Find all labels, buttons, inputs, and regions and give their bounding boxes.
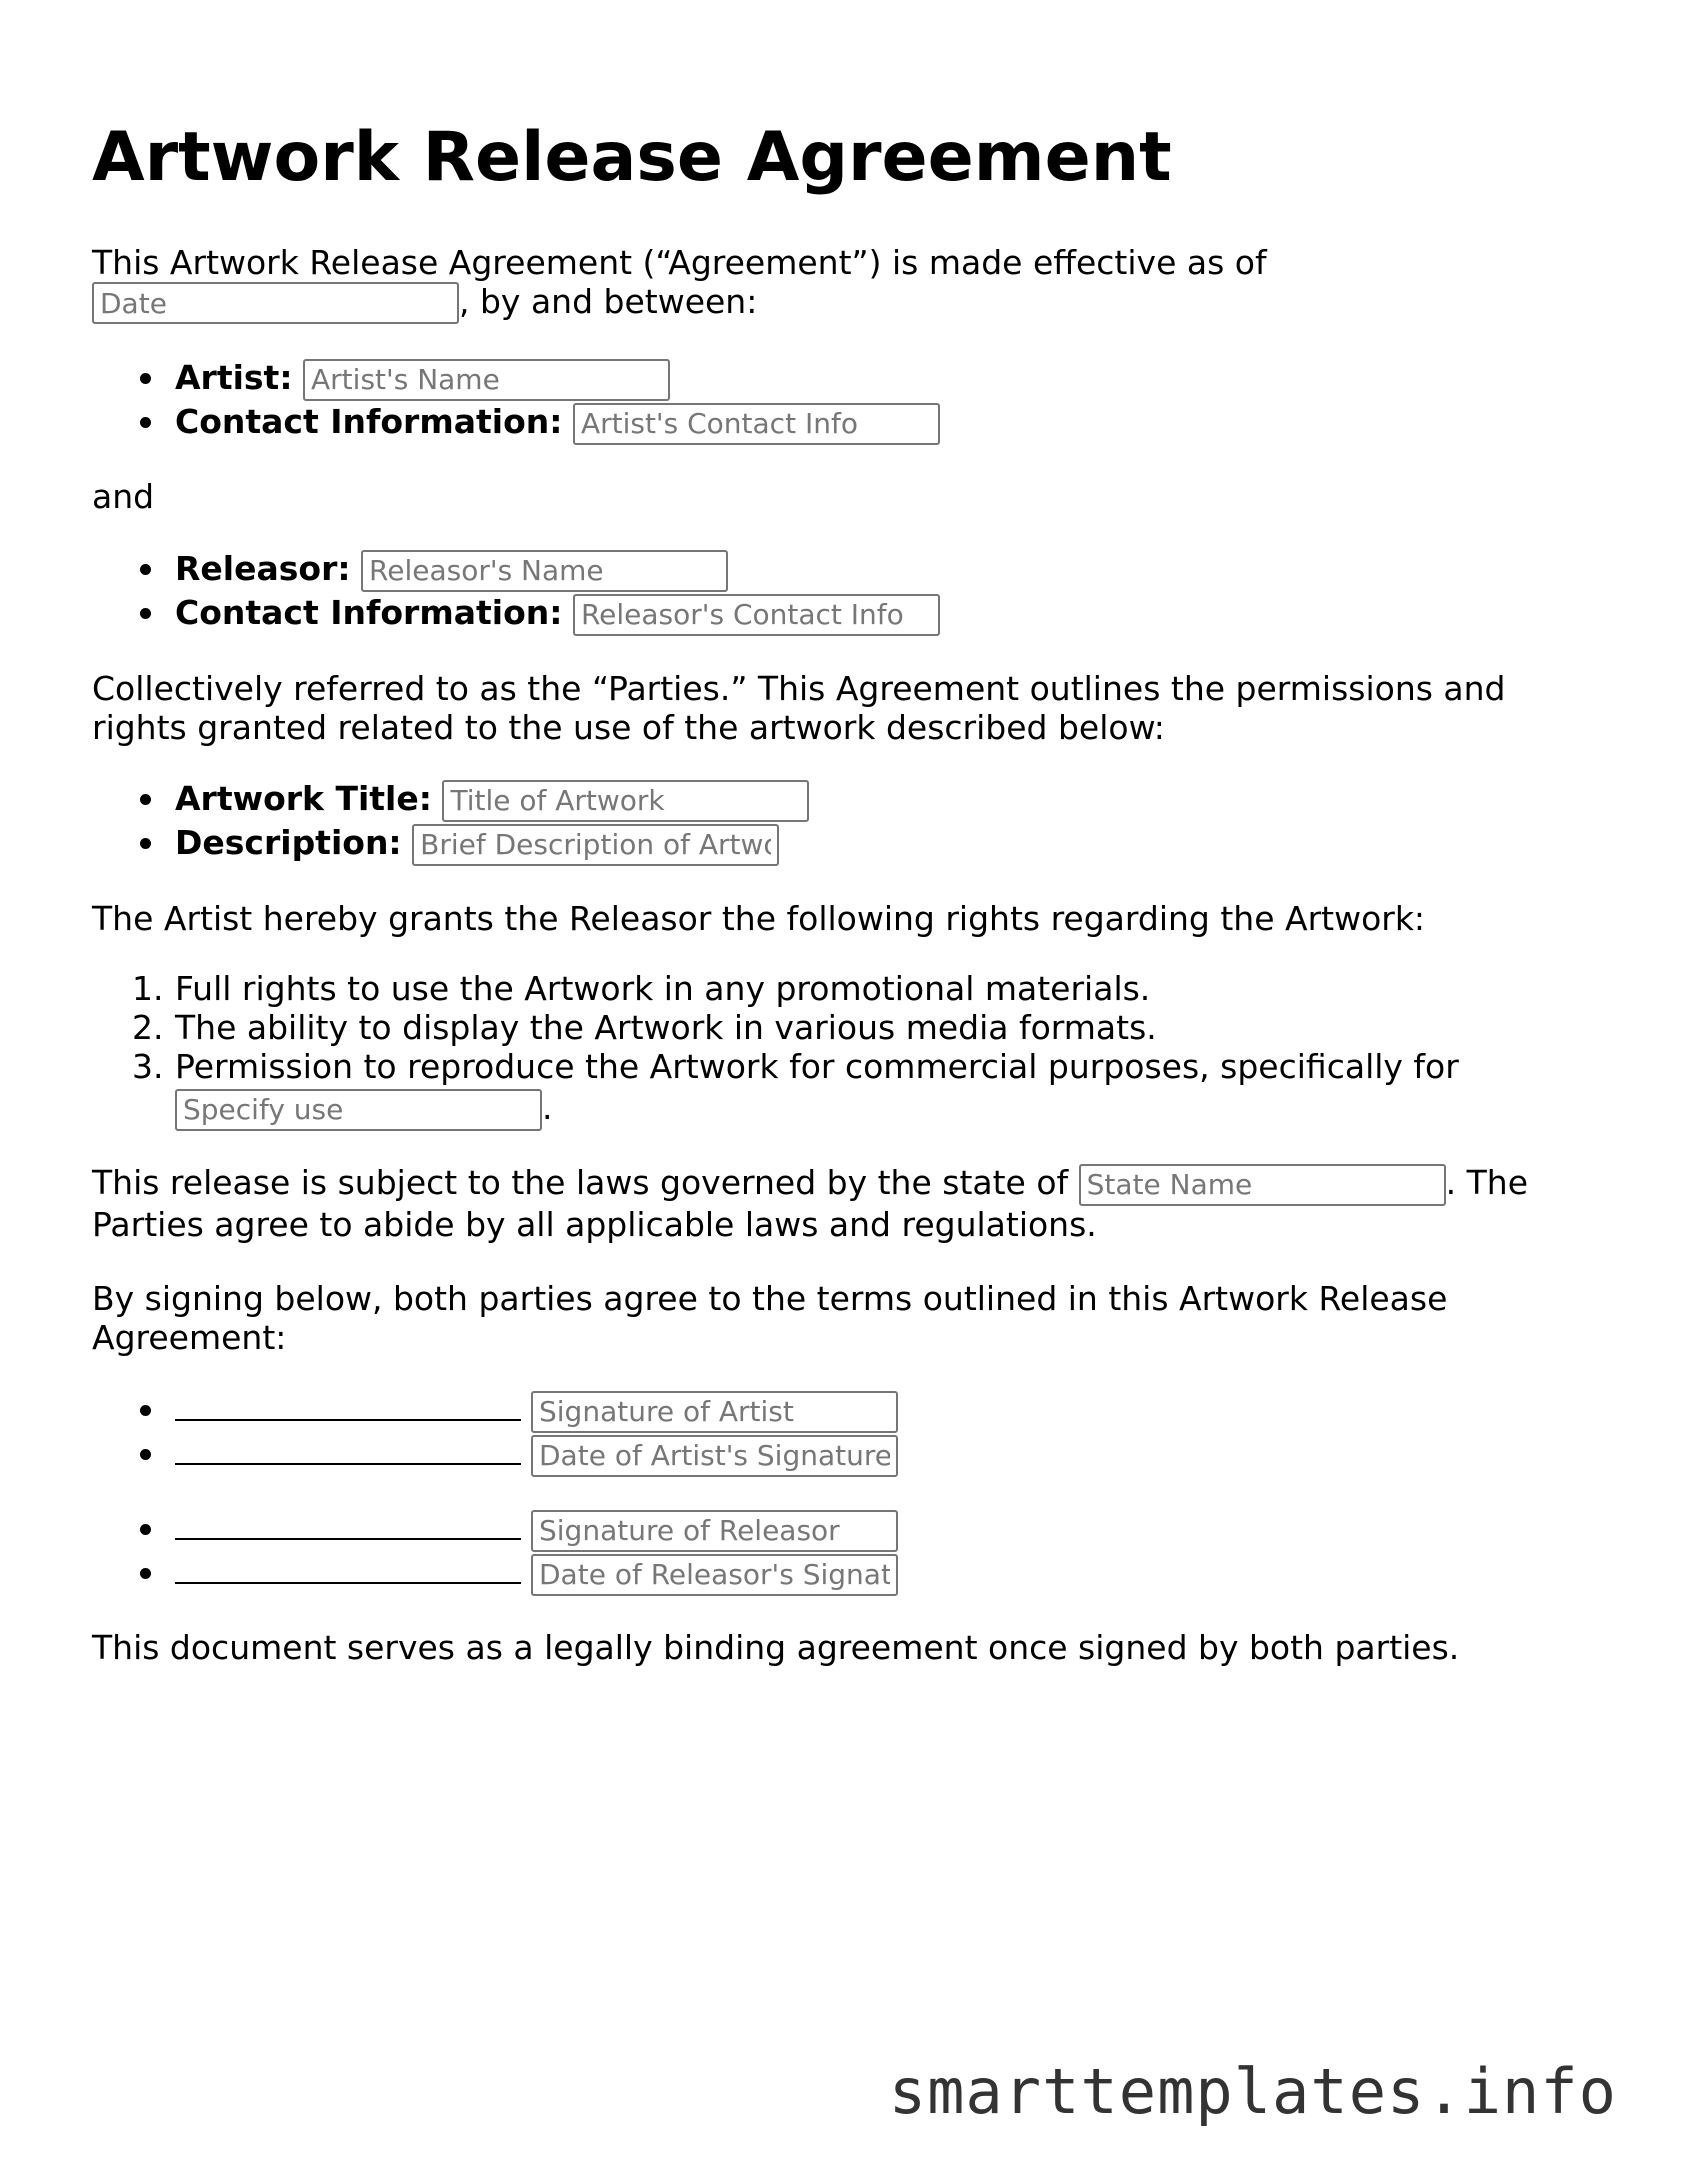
releasor-label: Releasor: [175,549,351,588]
releasor-list [92,547,940,635]
specify-use-suffix: . [542,1088,553,1127]
releasor-signature-list [92,1507,898,1595]
bullet [140,1524,151,1535]
list-number: 2. [132,1008,164,1047]
artwork-list [92,777,809,865]
list-item [92,1388,898,1432]
artwork-description-input[interactable] [412,824,779,866]
law-text-suffix: . The [1445,1163,1529,1202]
signature-line [175,1433,521,1465]
closing-paragraph: This document serves as a legally binding agreement once signed by both parties. [92,1628,1460,1667]
bullet [140,838,151,849]
and-text: and [92,477,155,516]
right-text: Full rights to use the Artwork in any promotional materials. [175,969,1151,1008]
list-item [92,547,940,591]
signature-line [175,1508,521,1540]
intro-text: This Artwork Release Agreement (“Agreement”) is made effective as of [92,243,1267,282]
artist-contact-input[interactable] [573,403,940,445]
list-item [92,821,809,865]
law-text-line2: Parties agree to abide by all applicable laws and regulations. [92,1205,1097,1244]
artist-signature-date-input[interactable] [531,1435,898,1477]
list-item [92,1008,1459,1047]
intro-suffix: , by and between: [459,282,758,321]
releasor-contact-input[interactable] [573,594,940,636]
bullet [140,1405,151,1416]
state-name-input[interactable] [1079,1164,1446,1206]
releasor-signature-input[interactable] [531,1510,898,1552]
list-item [92,591,940,635]
list-number: 1. [132,969,164,1008]
list-number: 3. [132,1047,164,1086]
signature-line [175,1389,521,1421]
list-item [92,777,809,821]
artist-signature-input[interactable] [531,1391,898,1433]
grants-paragraph: The Artist hereby grants the Releasor the following rights regarding the Artwork: [92,899,1426,938]
artist-label: Artist: [175,358,293,397]
artist-list [92,356,940,444]
law-paragraph [92,1161,1602,1244]
signing-paragraph: By signing below, both parties agree to the terms outlined in this Artwork Release Agreement: [92,1279,1448,1357]
parties-paragraph: Collectively referred to as the “Parties.” This Agreement outlines the permissions and rights granted related to the use of the artwork described below: [92,669,1506,747]
page-title: Artwork Release Agreement [92,118,1172,197]
signature-line [175,1552,521,1584]
list-item [92,1507,898,1551]
specify-use-input[interactable] [175,1089,542,1131]
list-item [92,400,940,444]
artist-signature-list [92,1388,898,1476]
releasor-name-input[interactable] [361,550,728,592]
releasor-signature-date-input[interactable] [531,1554,898,1596]
bullet [140,373,151,384]
law-text-prefix: This release is subject to the laws governed by the state of [92,1163,1069,1202]
description-label: Description: [175,823,402,862]
artwork-title-input[interactable] [442,780,809,822]
bullet [140,608,151,619]
bullet [140,794,151,805]
artist-contact-label: Contact Information: [175,402,563,441]
list-item [92,1047,1459,1086]
list-item [92,1432,898,1476]
bullet [140,1449,151,1460]
rights-list [92,969,1459,1130]
right-text: The ability to display the Artwork in various media formats. [175,1008,1157,1047]
artwork-title-label: Artwork Title: [175,779,432,818]
list-item [92,969,1459,1008]
list-item [92,1551,898,1595]
bullet [140,564,151,575]
list-item [92,356,940,400]
intro-paragraph [92,243,1602,326]
list-item-continuation [92,1086,1459,1130]
effective-date-input[interactable] [92,282,459,324]
releasor-contact-label: Contact Information: [175,593,563,632]
bullet [140,1568,151,1579]
bullet [140,417,151,428]
right-text: Permission to reproduce the Artwork for commercial purposes, specifically for [175,1047,1459,1086]
watermark: smarttemplates.info [888,2055,1617,2128]
artist-name-input[interactable] [303,359,670,401]
